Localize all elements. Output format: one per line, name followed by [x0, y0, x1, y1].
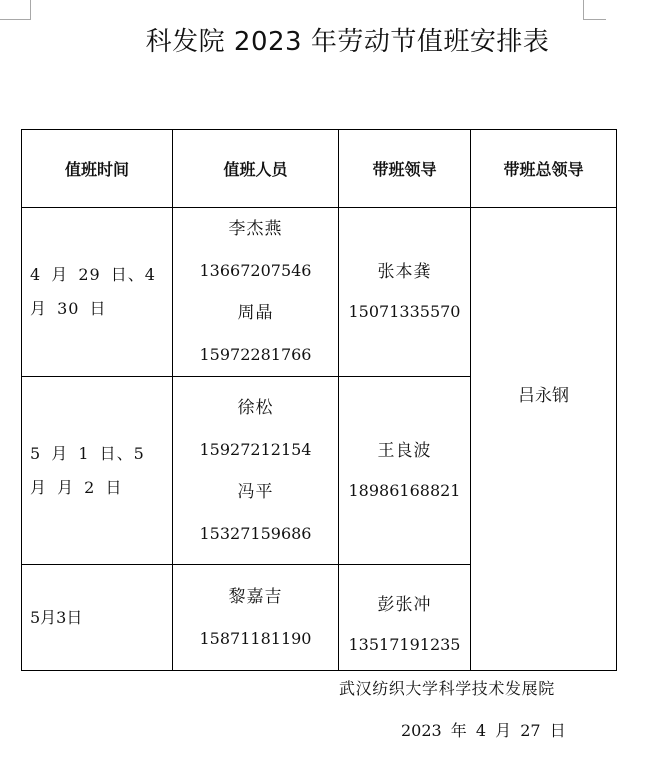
page-corner-mark-right [583, 0, 606, 20]
table-header-row [22, 130, 617, 208]
duty-date: 5 月 1 日、5 月 月 2 日 [22, 377, 173, 565]
table-row [22, 208, 617, 377]
duty-staff-cell [173, 377, 339, 565]
header-chief-leader: 带班总领导 [471, 130, 617, 208]
header-duty-time: 值班时间 [22, 130, 173, 208]
header-shift-leader: 带班领导 [339, 130, 471, 208]
duty-schedule-table [21, 129, 617, 671]
staff-phone: 15871181190 [199, 628, 312, 648]
shift-leader-cell [339, 565, 471, 671]
shift-leader-cell [339, 208, 471, 377]
staff-name: 徐松 [237, 397, 274, 418]
document-title: 科发院 2023 年劳动节值班安排表 [145, 27, 550, 57]
duty-staff-cell [173, 208, 339, 377]
leader-phone: 15071335570 [348, 302, 461, 321]
staff-name: 李杰燕 [228, 219, 283, 239]
leader-name: 彭张冲 [377, 595, 432, 615]
staff-phone: 15972281766 [199, 345, 312, 364]
page-corner-mark-left [0, 0, 31, 20]
duty-date: 5月3日 [22, 565, 173, 671]
staff-name: 冯平 [237, 481, 274, 502]
chief-leader-name: 吕永钢 [518, 386, 569, 406]
shift-leader-cell [339, 377, 471, 565]
issue-date: 2023 年 4 月 27 日 [401, 721, 566, 740]
leader-phone: 18986168821 [348, 480, 461, 500]
duty-staff-cell [173, 565, 339, 671]
leader-name: 张本龚 [377, 262, 432, 282]
staff-phone: 15327159686 [199, 523, 312, 543]
header-duty-staff: 值班人员 [173, 130, 339, 208]
duty-date: 4 月 29 日、4 月 30 日 [22, 208, 173, 377]
staff-phone: 15927212154 [199, 439, 312, 459]
staff-name: 黎嘉吉 [228, 586, 283, 607]
chief-leader-cell [471, 208, 617, 671]
leader-name: 王良波 [377, 440, 432, 461]
leader-phone: 13517191235 [348, 635, 461, 654]
staff-name: 周晶 [237, 303, 274, 323]
staff-phone: 13667207546 [199, 261, 312, 280]
issuing-organization: 武汉纺织大学科学技术发展院 [339, 679, 555, 698]
